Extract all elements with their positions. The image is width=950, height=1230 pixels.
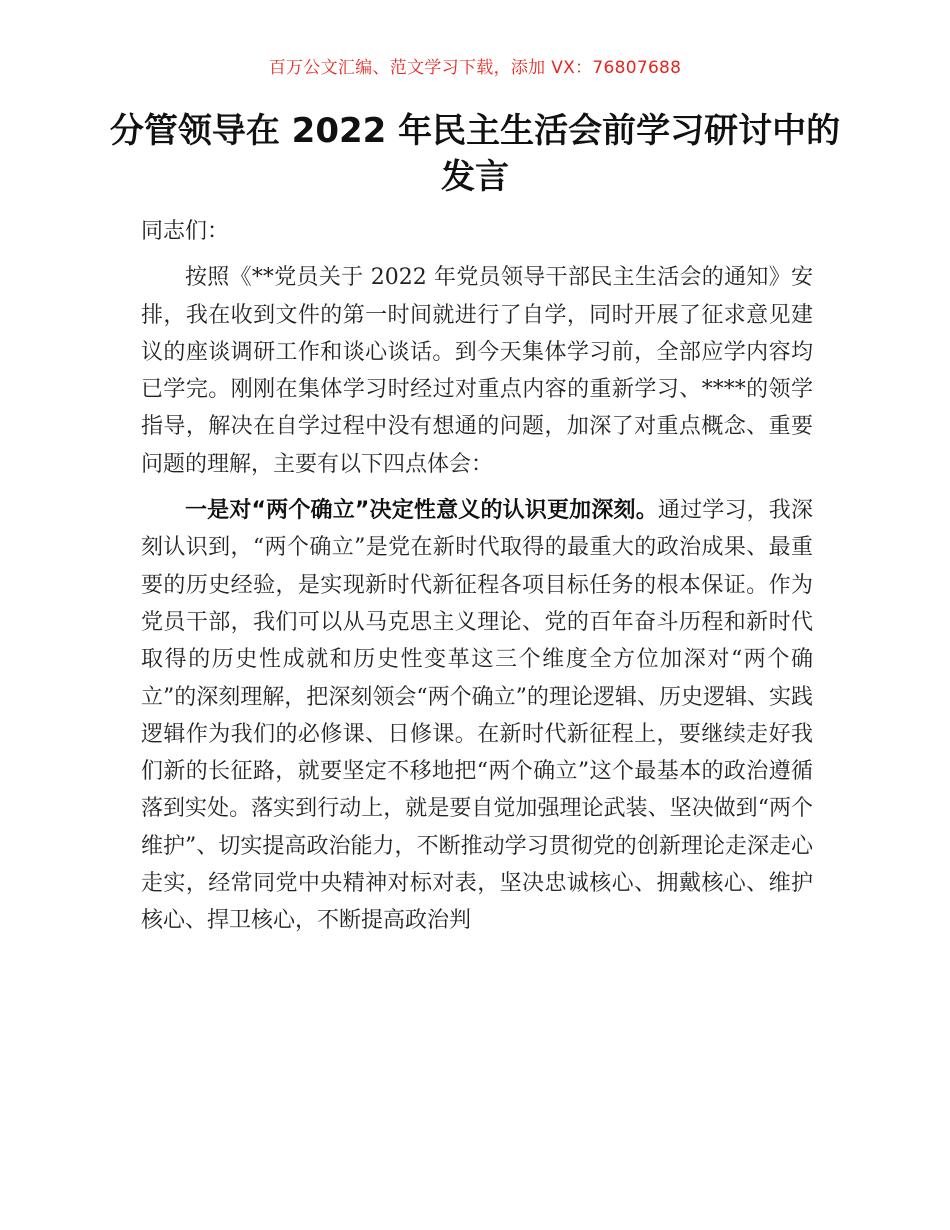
paragraph-point-one-body: 通过学习，我深刻认识到，“两个确立”是党在新时代取得的最重大的政治成果、最重要的历史经验，是实现新时代新征程各项目标任务的根本保证。作为党员干部，我们可以从马克思主义理论、党的百年奋斗历程和新时代取得的历史性成就和历史性变革这三个维度全方位加深对“两个确立”的深刻理解，把深刻领会“两个确立”的理论逻辑、历史逻辑、实践逻辑作为我们的必修课、日修课。在新时代新征程上，要继续走好我们新的长征路，就要坚定不移地把“两个确立”这个最基本的政治遵循落到实处。落实到行动上，就是要自觉加强理论武装、坚决做到“两个维护”、切实提高政治能力，不断推动学习贯彻党的创新理论走深走心走实，经常同党中央精神对标对表，坚决忠诚核心、拥戴核心、维护核心、捍卫核心，不断提高政治判 [141,498,813,934]
paragraph-point-one-heading: 一是对“两个确立”决定性意义的认识更加深刻。 [185,498,658,524]
salutation: 同志们： [141,219,230,244]
paragraph-intro: 按照《**党员关于 2022 年党员领导干部民主生活会的通知》安排，我在收到文件的第一时间就进行了自学，同时开展了征求意见建议的座谈调研工作和谈心谈话。到今天集体学习前，全部应学内容均已学完。刚刚在集体学习时经过对重点内容的重新学习、****的领学指导，解决在自学过程中没有想通的问题，加深了对重点概念、重要问题的理解，主要有以下四点体会： [141,265,813,477]
paragraph-point-one [141,492,813,940]
document-title: 分管领导在 2022 年民主生活会前学习研讨中的发言 [109,111,841,197]
header-banner: 百万公文汇编、范文学习下载，添加 VX：76807688 [268,58,682,78]
document-body [141,213,813,949]
